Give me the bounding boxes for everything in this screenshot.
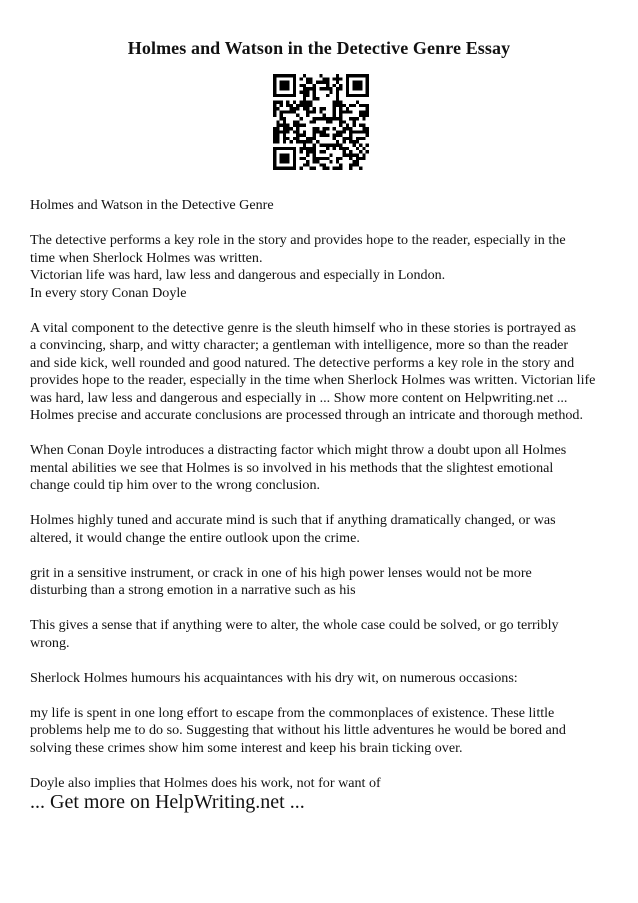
- text-line: When Conan Doyle introduces a distracting factor which might throw a doubt upon all Holmes: [30, 442, 567, 458]
- paragraph: [30, 617, 620, 652]
- text-line: disturbing than a strong emotion in a narrative such as his: [30, 582, 356, 598]
- text-line: mental abilities we see that Holmes is so involved in his methods that the slightest emotional: [30, 459, 554, 476]
- text-line: Victorian life was hard, law less and dangerous and especially in London.: [30, 267, 446, 283]
- paragraph: [30, 320, 620, 425]
- text-line: time when Sherlock Holmes was written.: [30, 249, 263, 266]
- text-line: provides hope to the reader, especially in the time when Sherlock Holmes was written. Victorian life: [30, 372, 596, 388]
- paragraph: [30, 197, 620, 215]
- qr-code-icon: [273, 74, 369, 170]
- text-line: my life is spent in one long effort to escape from the commonplaces of existence. These little: [30, 704, 555, 721]
- paragraph: [30, 775, 620, 793]
- text-line: A vital component to the detective genre is the sleuth himself who in these stories is portrayed as: [30, 319, 577, 336]
- text-line: Holmes precise and accurate conclusions are processed through an intricate and thorough method.: [30, 407, 583, 423]
- paragraph: [30, 442, 620, 495]
- document-title: Holmes and Watson in the Detective Genre Essay: [127, 38, 511, 58]
- paragraph: [30, 705, 620, 758]
- paragraph: [30, 512, 620, 547]
- paragraph: [30, 232, 620, 302]
- text-line: The detective performs a key role in the story and provides hope to the reader, especially in the: [30, 232, 566, 248]
- text-line: Doyle also implies that Holmes does his work, not for want of: [30, 774, 381, 791]
- text-line: wrong.: [30, 634, 70, 651]
- text-line: change could tip him over to the wrong conclusion.: [30, 477, 321, 493]
- text-line: This gives a sense that if anything were to alter, the whole case could be solved, or go terribly: [30, 617, 559, 633]
- text-line: was hard, law less and dangerous and especially in ... Show more content on Helpwriting.net ...: [30, 389, 568, 406]
- get-more-link[interactable]: ... Get more on HelpWriting.net ...: [30, 791, 305, 813]
- text-line: and side kick, well rounded and good natured. The detective performs a key role in the story and: [30, 354, 575, 371]
- text-line: In every story Conan Doyle: [30, 284, 187, 301]
- text-line: Holmes and Watson in the Detective Genre: [30, 197, 274, 213]
- essay-body: [30, 197, 620, 810]
- text-line: Holmes highly tuned and accurate mind is such that if anything dramatically changed, or was: [30, 512, 556, 528]
- text-line: a convincing, sharp, and witty character; a gentleman with intelligence, more so than the reader: [30, 337, 569, 353]
- paragraph: [30, 565, 620, 600]
- text-line: problems help me to do so. Suggesting that without his little adventures he would be bored and: [30, 722, 566, 738]
- text-line: grit in a sensitive instrument, or crack in one of his high power lenses would not be more: [30, 564, 532, 581]
- paragraph: [30, 670, 620, 688]
- text-line: altered, it would change the entire outlook upon the crime.: [30, 529, 360, 546]
- text-line: Sherlock Holmes humours his acquaintances with his dry wit, on numerous occasions:: [30, 669, 518, 686]
- text-line: solving these crimes show him some interest and keep his brain ticking over.: [30, 739, 463, 756]
